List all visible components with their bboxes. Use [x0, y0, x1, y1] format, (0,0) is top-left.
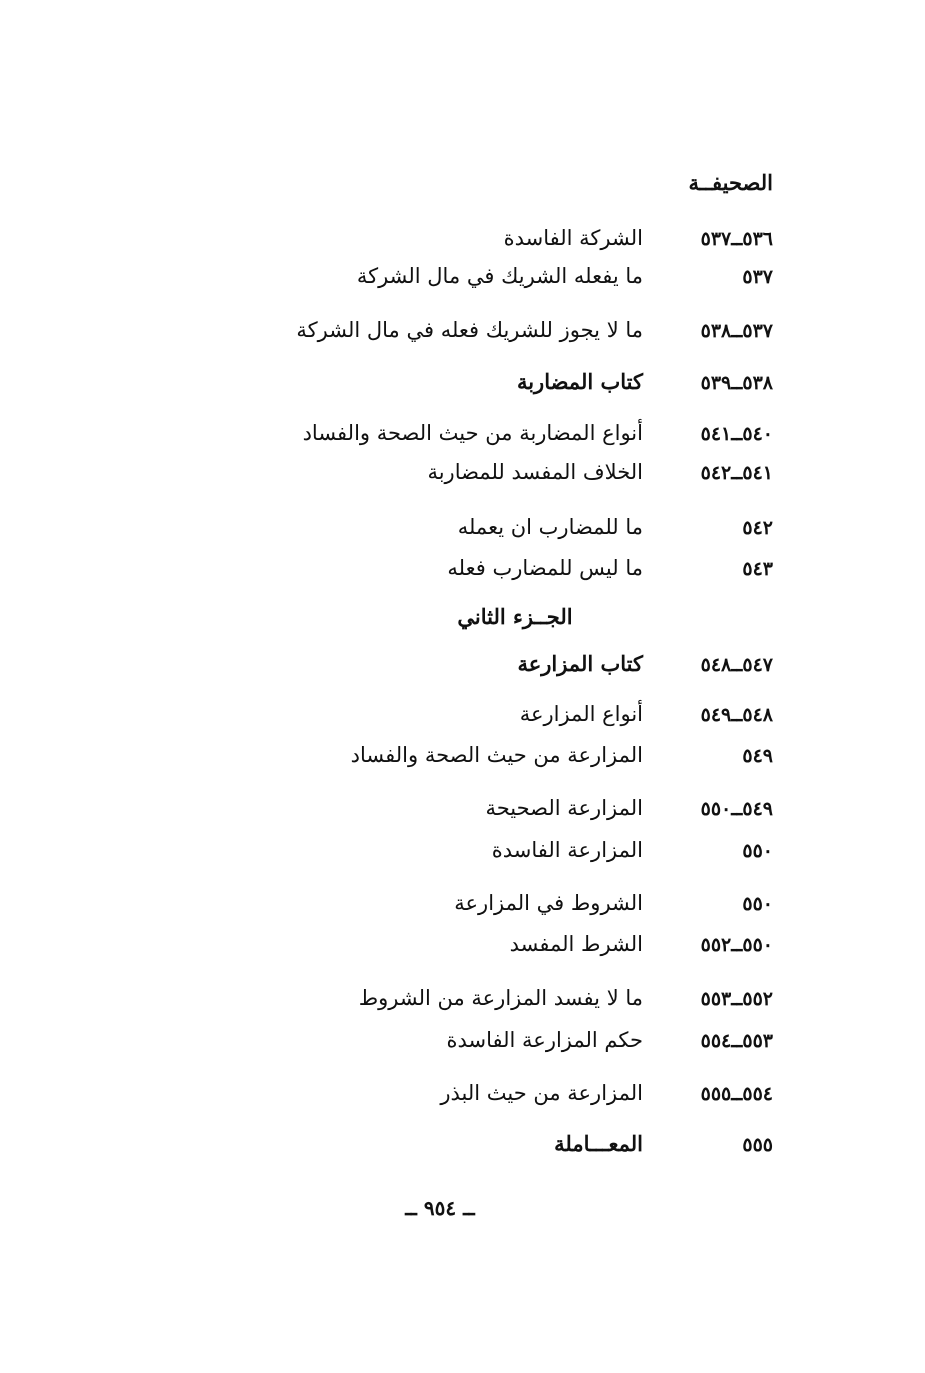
- toc-entry: [296, 318, 773, 342]
- toc-entry: [510, 932, 773, 956]
- toc-entry: [351, 743, 773, 767]
- toc-title: ما يفعله الشريك في مال الشركة: [356, 264, 643, 288]
- toc-title: أنواع المزارعة: [519, 702, 643, 726]
- toc-entry: [492, 838, 773, 862]
- toc-page-range: ٥٥٣ــ٥٥٤: [700, 1030, 773, 1052]
- toc-page-range: ٥٥٤ــ٥٥٥: [700, 1083, 773, 1105]
- toc-entry: [447, 556, 773, 580]
- toc-title: المزارعة الصحيحة: [485, 796, 643, 820]
- toc-entry: [446, 1028, 773, 1052]
- toc-page-range: ٥٥٢ــ٥٥٣: [700, 988, 773, 1010]
- toc-page-range: ٥٣٧: [742, 266, 773, 288]
- toc-entry: [454, 891, 773, 915]
- part-heading: الجــزء الثاني: [457, 604, 573, 629]
- toc-page-range: ٥٥٥: [742, 1134, 773, 1156]
- toc-page-range: ٥٤٧ــ٥٤٨: [700, 654, 773, 676]
- toc-entry: [357, 264, 773, 288]
- toc-title: أنواع المضاربة من حيث الصحة والفساد: [302, 421, 643, 445]
- toc-title: ما لا يجوز للشريك فعله في مال الشركة: [296, 318, 643, 342]
- toc-title: الشركة الفاسدة: [503, 226, 643, 250]
- toc-entry: [504, 226, 773, 250]
- page-number: ــ ٩٥٤ ــ: [405, 1196, 475, 1220]
- toc-page-range: ٥٣٦ــ٥٣٧: [700, 228, 773, 250]
- toc-page-range: ٥٤٢: [742, 517, 773, 539]
- toc-page-range: ٥٤٩ــ٥٥٠: [700, 798, 773, 820]
- toc-page-range: ٥٣٨ــ٥٣٩: [700, 372, 773, 394]
- toc-title: الخلاف المفسد للمضاربة: [427, 460, 643, 484]
- toc-title: ما لا يفسد المزارعة من الشروط: [358, 986, 643, 1010]
- toc-entry: [440, 1081, 773, 1105]
- toc-title: ما ليس للمضارب فعله: [447, 556, 643, 580]
- toc-entry: [554, 1131, 773, 1156]
- toc-page-range: ٥٥٠: [742, 893, 773, 915]
- toc-entry: [359, 986, 773, 1010]
- toc-entry: [303, 421, 773, 445]
- toc-title: المعـــاملة: [554, 1131, 643, 1156]
- toc-page-range: ٥٣٧ــ٥٣٨: [700, 320, 773, 342]
- toc-page-range: ٥٤٩: [742, 745, 773, 767]
- toc-entry: [485, 796, 773, 820]
- toc-page-range: ٥٥٠: [742, 840, 773, 862]
- page-column-header: الصحيفــة: [688, 170, 773, 195]
- toc-page-range: ٥٤٠ــ٥٤١: [700, 423, 773, 445]
- toc-page-range: ٥٤٨ــ٥٤٩: [700, 704, 773, 726]
- toc-title: الشروط في المزارعة: [454, 891, 643, 915]
- toc-entry: [520, 702, 773, 726]
- toc-title: حكم المزارعة الفاسدة: [446, 1028, 643, 1052]
- toc-entry: [427, 460, 773, 484]
- toc-title: المزارعة من حيث البذر: [440, 1081, 643, 1105]
- toc-title: كتاب المضاربة: [516, 369, 643, 394]
- toc-page-range: ٥٤٣: [742, 558, 773, 580]
- toc-title: كتاب المزارعة: [517, 651, 643, 676]
- toc-title: الشرط المفسد: [509, 932, 643, 956]
- toc-entry: [458, 515, 773, 539]
- toc-entry: [517, 651, 773, 676]
- toc-entry: [517, 369, 773, 394]
- toc-page-range: ٥٤١ــ٥٤٢: [700, 462, 773, 484]
- toc-title: ما للمضارب ان يعمله: [457, 515, 643, 539]
- toc-title: المزارعة الفاسدة: [491, 838, 643, 862]
- toc-title: المزارعة من حيث الصحة والفساد: [350, 743, 643, 767]
- toc-page-range: ٥٥٠ــ٥٥٢: [700, 934, 773, 956]
